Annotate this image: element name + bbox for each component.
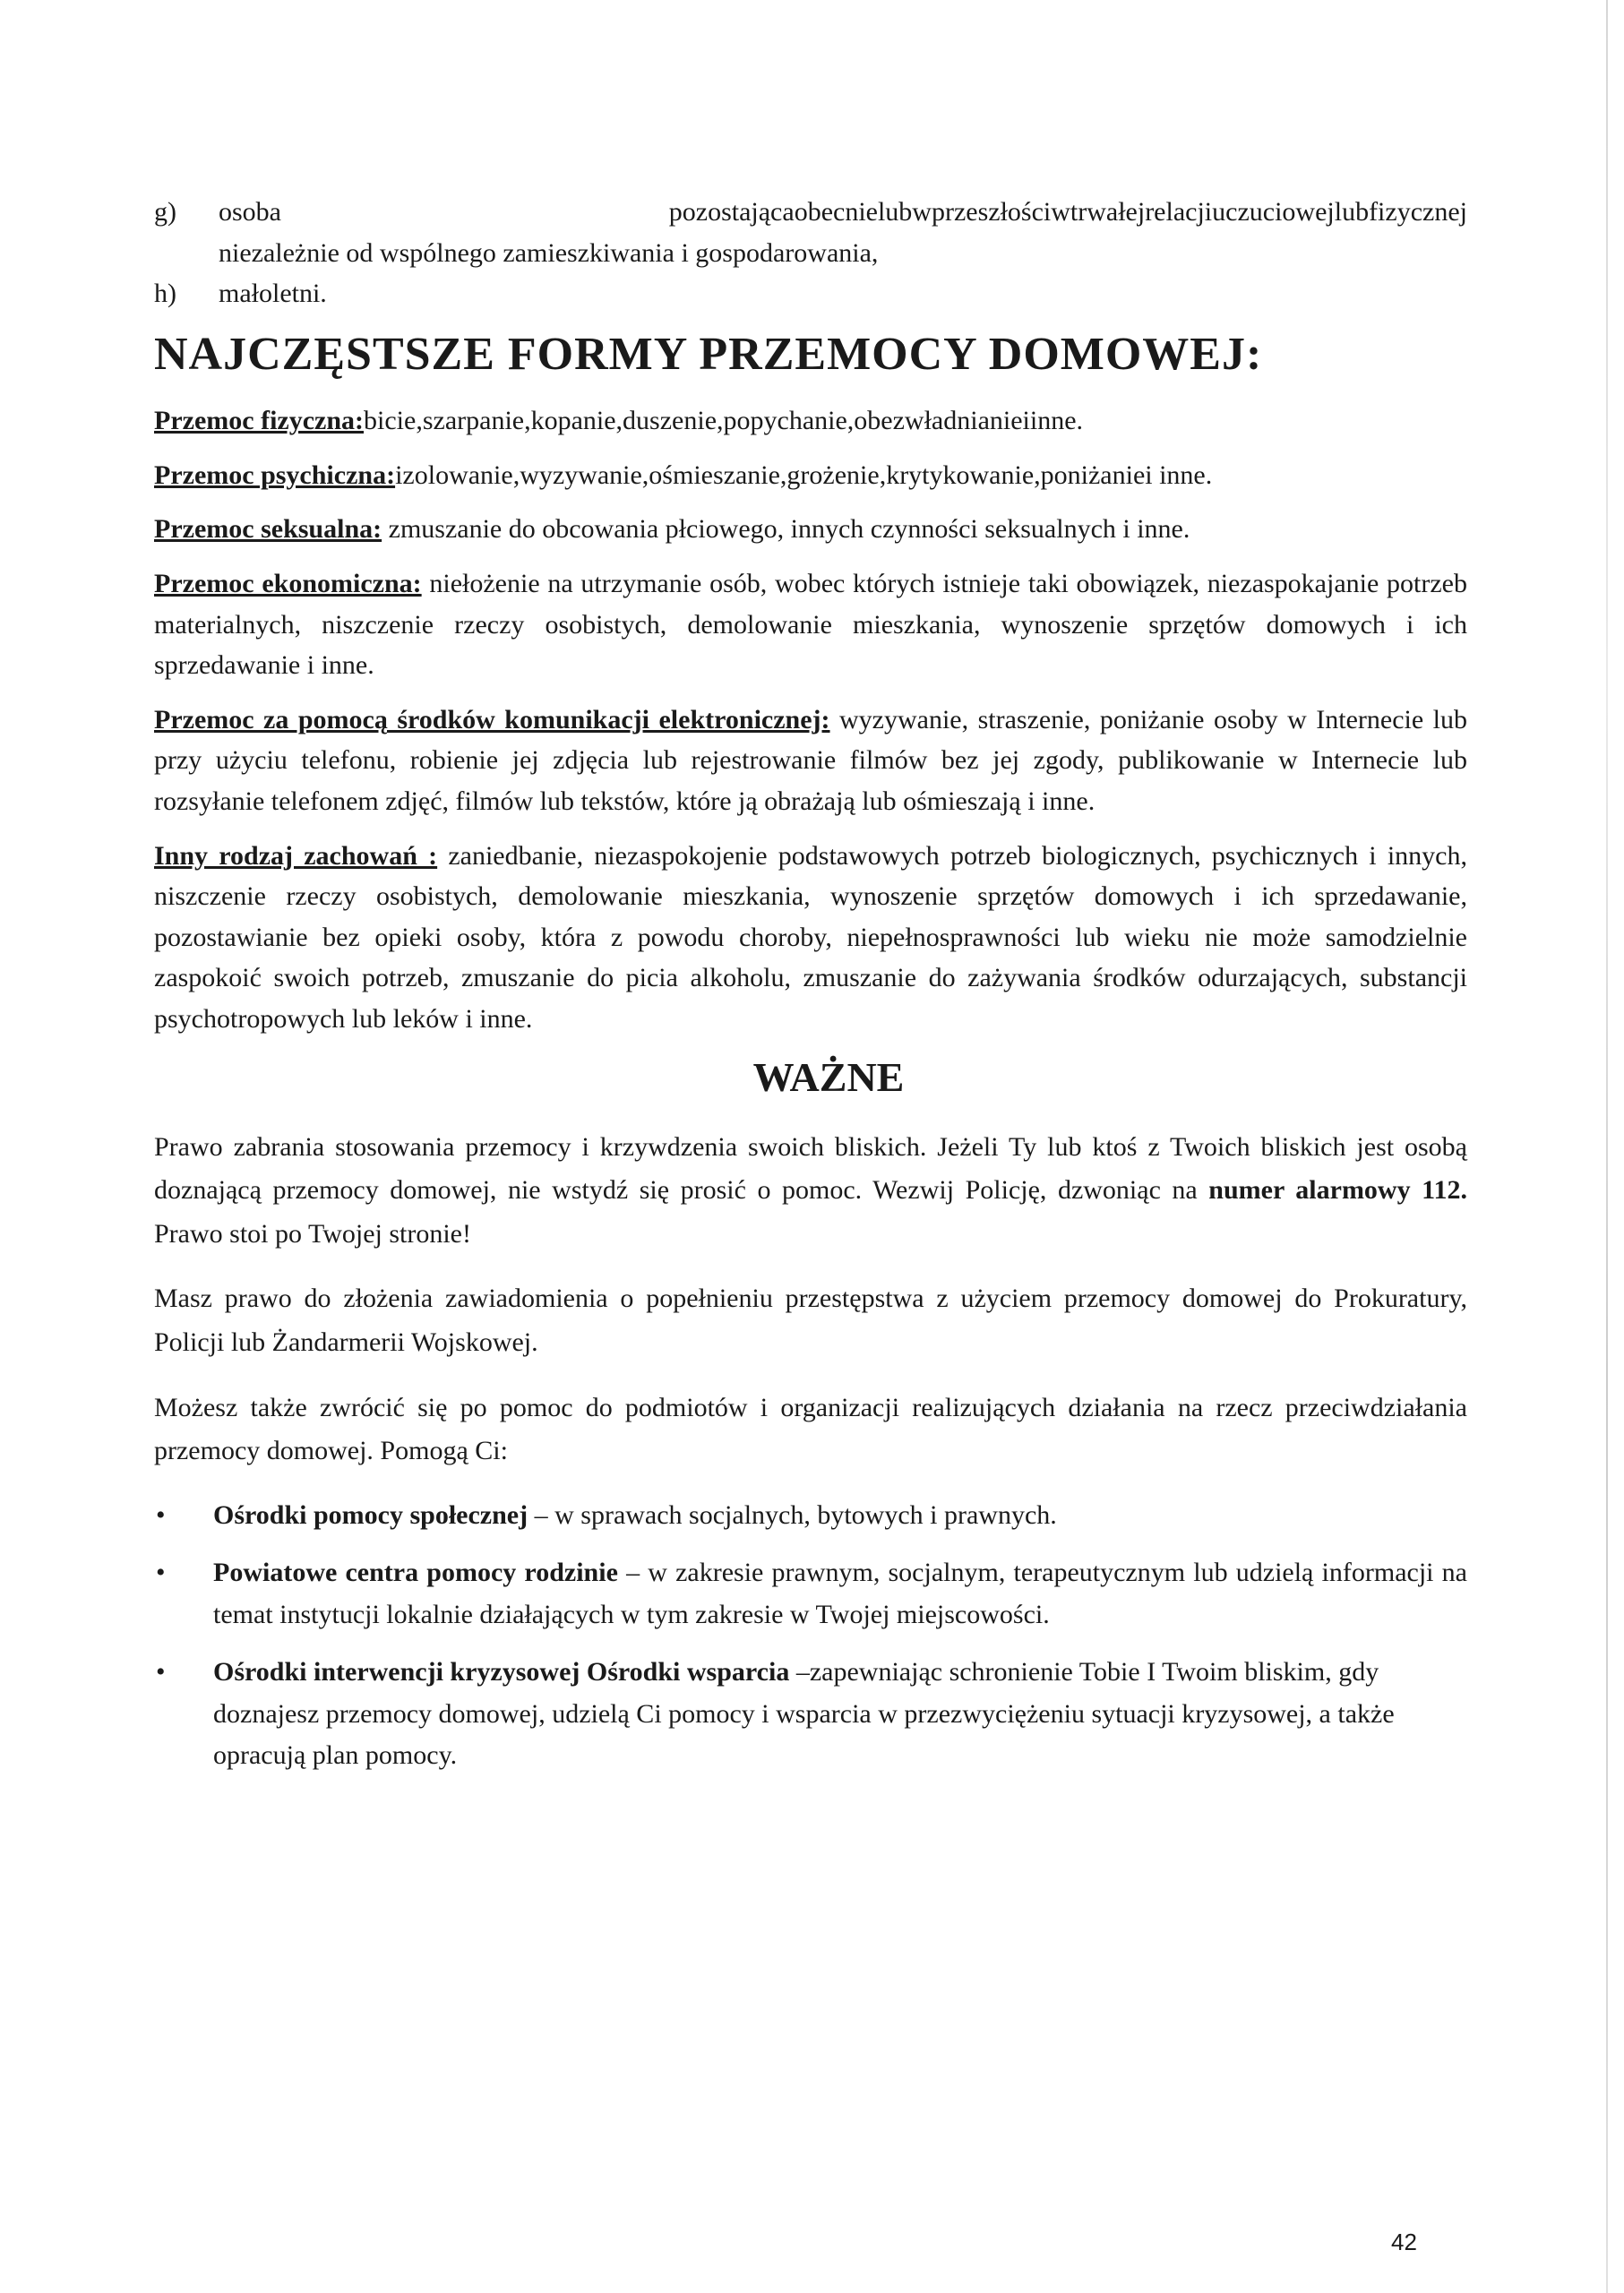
important-heading: WAŻNE [752,1054,905,1101]
form-other [154,836,1467,1040]
form-text: bicie,szarpanie,kopanie,duszenie,popychanie,obezwładnianieiinne. [364,406,1084,436]
form-text: niełożenie na utrzymanie osób, wobec których istnieje taki obowiązek, niezaspokajanie potrzeb materialnych, niszczenie rzeczy osobistych, demolowanie mieszkania, wynoszenie sprzętów domowych i ich sprzedawanie i inne. [154,568,1467,681]
form-label: Inny rodzaj zachowań : [154,840,438,871]
form-label: Przemoc seksualna: [154,514,382,545]
form-label: Przemoc ekonomiczna: [154,568,422,598]
help-list-item: • Powiatowe centra pomocy rodzinie – w zakresie prawnym, socjalnym, terapeutycznym lub udzielą informacji na temat instytucji lokalnie działających w tym zakresie w Twojej miejscowości. [154,1552,1467,1636]
emergency-number: numer alarmowy 112. [1208,1175,1467,1206]
form-economic [154,563,1467,686]
form-label: Przemoc psychiczna: [154,459,396,490]
paragraph-report: Masz prawo do złożenia zawiadomienia o popełnieniu przestępstwa z użyciem przemocy domowej do Prokuratury, Policji lub Żandarmerii Wojskowej. [154,1284,1467,1358]
list-item-h [154,273,1467,314]
form-psychological [154,455,1467,496]
form-sexual [154,509,1467,550]
paragraph-help: Możesz także zwrócić się po pomoc do podmiotów i organizacji realizujących działania na rzecz przeciwdziałania przemocy domowej. Pomogą Ci: [154,1392,1467,1466]
bullet-icon: • [156,1499,166,1530]
form-text: zaniedbanie, niezaspokojenie podstawowych potrzeb biologicznych, psychicznych i innych, niszczenie rzeczy osobistych, demolowanie mieszkania, wynoszenie sprzętów domowych i ich sprzedawanie, pozostawianie bez opieki osoby, która z powodu choroby, niepełnosprawności lub wieku nie może samodzielnie zaspokoić swoich potrzeb, zmuszanie do picia alkoholu, zmuszanie do zażywania środków odurzających, substancji psychotropowych lub leków i inne. [154,840,1468,1034]
form-label: Przemoc za pomocą środków komunikacji elektronicznej: [154,704,830,734]
list-item-text: małoletni. [219,279,327,309]
list-marker: g) [154,197,176,227]
list-item-text: osoba [219,197,281,227]
list-marker: h) [154,279,176,309]
bullet-icon: • [156,1558,166,1588]
form-label: Przemoc fizyczna: [154,406,365,436]
help-list-item: • Ośrodki pomocy społecznej – w sprawach socjalnych, bytowych i prawnych. [154,1495,1467,1537]
list-item-text: pozostającaobecnielubwprzeszłościwtrwałejrelacjiuczuciowejlubfizycznej [668,197,1467,227]
section-heading: NAJCZĘSTSZE FORMY PRZEMOCY DOMOWEJ: [154,328,1263,380]
form-text: wyzywanie, straszenie, poniżanie osoby w Internecie lub przy użyciu telefonu, robienie jej zdjęcia lub rejestrowanie filmów bez jej zgody, publikowanie w Internecie lub rozsyłanie telefonem zdjęć, filmów lub tekstów, które ją obrażają lub ośmieszają i inne. [154,704,1467,816]
list-item-g [154,192,1467,273]
paragraph-rights: Prawo zabrania stosowania przemocy i krzywdzenia swoich bliskich. Jeżeli Ty lub ktoś z Twoich bliskich jest osobą doznającą przemocy domowej, nie wstydź się prosić o pomoc. Wezwij Policję, dzwoniąc na numer alarmowy 112. Prawo stoi po Twojej stronie! [154,1131,1467,1249]
list-item-text: niezależnie od wspólnego zamieszkiwania i gospodarowania, [219,237,879,268]
form-electronic [154,700,1467,822]
help-list [154,1495,1467,1777]
scan-edge [1606,0,1608,2293]
page-number: 42 [1391,2229,1417,2255]
page-content [154,192,1467,1793]
form-text: izolowanie,wyzywanie,ośmieszanie,grożenie,krytykowanie,poniżaniei inne. [395,459,1213,490]
help-list-item: • Ośrodki interwencji kryzysowej Ośrodki wsparcia –zapewniając schronienie Tobie I Twoim bliskim, gdy doznajesz przemocy domowej, udzielą Ci pomocy i wsparcia w przezwyciężeniu sytuacji kryzysowej, a także opracują plan pomocy. [154,1652,1467,1777]
form-text: zmuszanie do obcowania płciowego, innych czynności seksualnych i inne. [382,514,1190,545]
form-physical [154,400,1467,442]
bullet-icon: • [156,1657,166,1688]
